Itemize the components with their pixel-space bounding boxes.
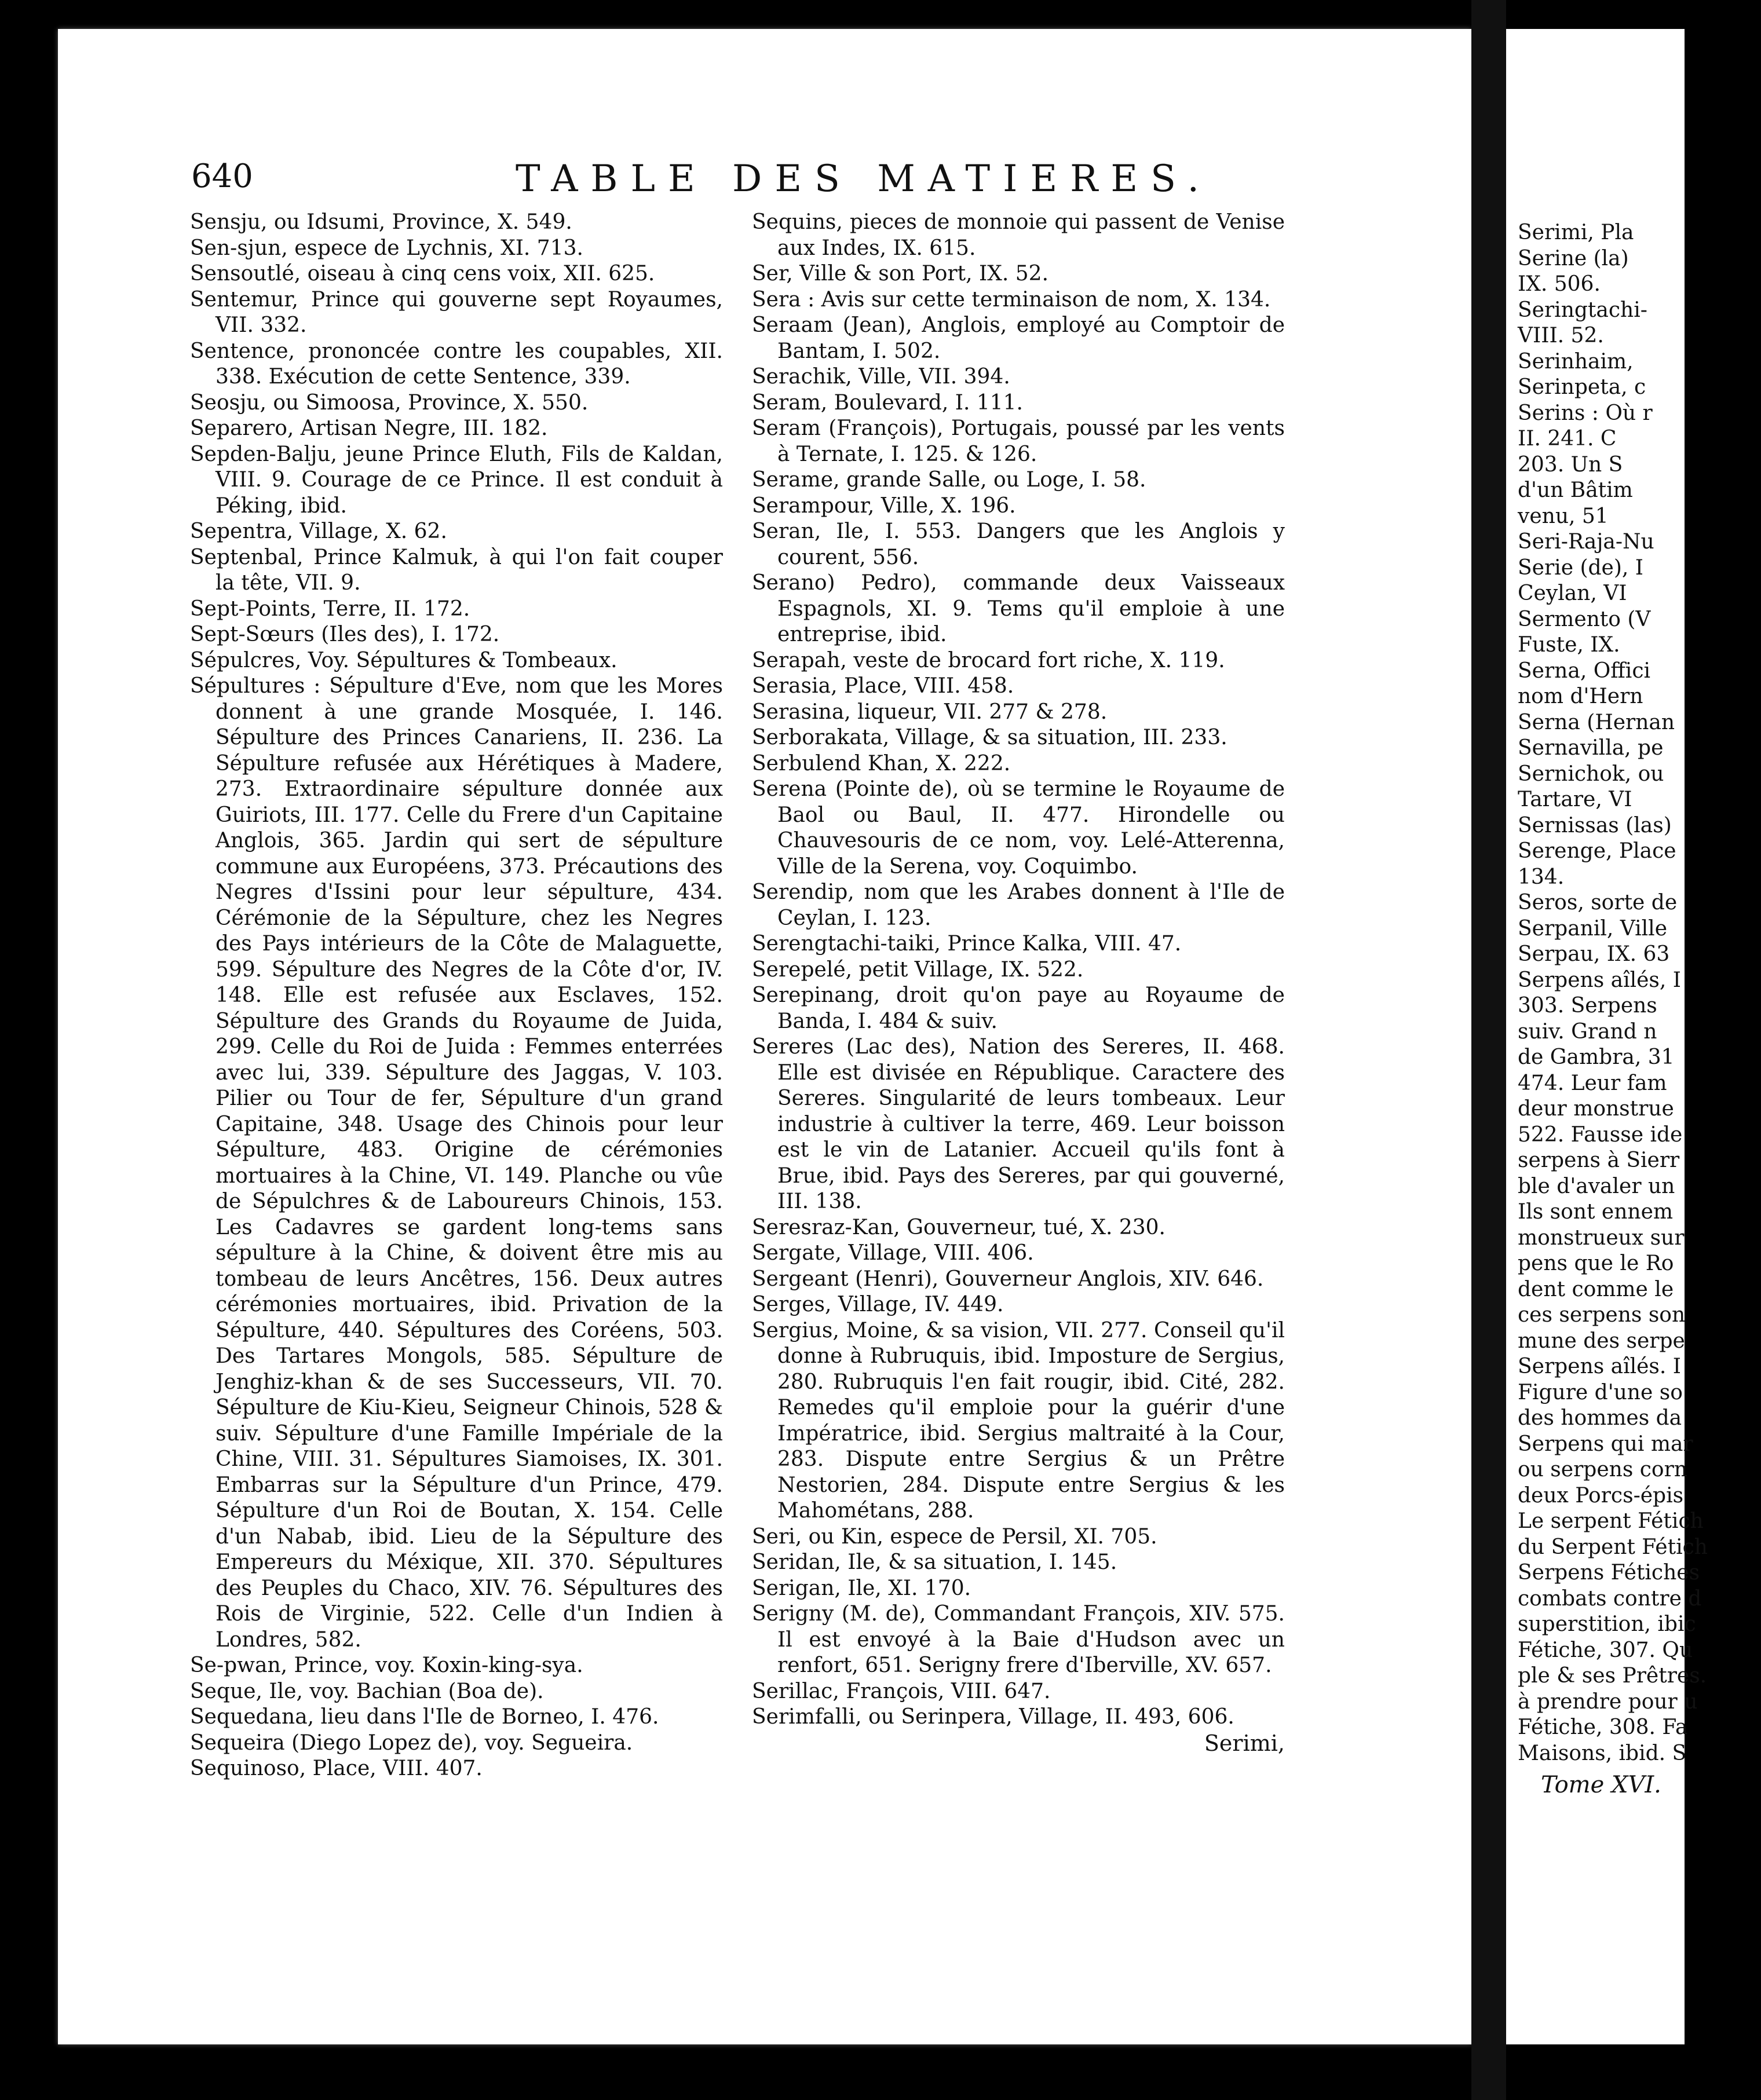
index-entry-fragment: venu, 51 bbox=[1518, 504, 1609, 528]
index-column-left bbox=[190, 210, 723, 1782]
index-entry-fragment: Serimi, Pla bbox=[1518, 221, 1634, 244]
index-entry: Seque, Ile, voy. Bachian (Boa de). bbox=[190, 1679, 544, 1703]
index-entry: Sergate, Village, VIII. 406. bbox=[752, 1241, 1034, 1265]
index-entry: Ser, Ville & son Port, IX. 52. bbox=[752, 262, 1049, 286]
index-entry-fragment: mune des serpe bbox=[1518, 1329, 1685, 1353]
index-entry: Seridan, Ile, & sa situation, I. 145. bbox=[752, 1550, 1117, 1574]
index-entry: Seran, Ile, I. 553. Dangers que les Anglois y courent, 556. bbox=[752, 519, 1285, 569]
index-entry-fragment: VIII. 52. bbox=[1518, 324, 1604, 347]
index-entry: Serame, grande Salle, ou Loge, I. 58. bbox=[752, 468, 1146, 492]
index-entry-fragment: deur monstrue bbox=[1518, 1097, 1674, 1121]
index-entry: Sereres (Lac des), Nation des Sereres, II. 468. Elle est divisée en République. Caractere des Sereres. Singularité de leurs tombeaux. Leur industrie à cultiver la terre, 469. Leur boisson est le vin de Latanier. Accueil qu'ils font à Brue, ibid. Pays des Sereres, par qui gouverné, III. 138. bbox=[752, 1035, 1285, 1213]
index-entry: Serachik, Ville, VII. 394. bbox=[752, 365, 1010, 389]
index-entry: Sensoutlé, oiseau à cinq cens voix, XII. 625. bbox=[190, 262, 655, 286]
index-entry: Sepentra, Village, X. 62. bbox=[190, 519, 447, 543]
page-title: TABLE DES MATIERES. bbox=[516, 158, 1212, 200]
index-entry-fragment: suiv. Grand n bbox=[1518, 1019, 1657, 1044]
index-entry-fragment: Serine (la) bbox=[1518, 246, 1629, 270]
index-entry-fragment: Fuste, IX. bbox=[1518, 633, 1620, 657]
index-entry-fragment: Serpens Fétiches bbox=[1518, 1561, 1700, 1585]
index-entry-fragment: 134. bbox=[1518, 865, 1565, 889]
index-entry-fragment: Serna, Offici bbox=[1518, 658, 1650, 683]
book-gutter bbox=[1471, 0, 1506, 2100]
index-entry: Sentence, prononcée contre les coupables, XII. 338. Exécution de cette Sentence, 339. bbox=[190, 339, 723, 389]
index-entry-fragment: ple & ses Prêtres. bbox=[1518, 1664, 1707, 1688]
index-entry: Serbulend Khan, X. 222. bbox=[752, 751, 1011, 775]
index-entry-fragment: à prendre pour u bbox=[1518, 1689, 1698, 1714]
index-entry-fragment: Serenge, Place bbox=[1518, 839, 1676, 863]
index-entry: Serasina, liqueur, VII. 277 & 278. bbox=[752, 700, 1108, 724]
index-entry-fragment: Serpens qui mar bbox=[1518, 1432, 1693, 1456]
index-entry: Seosju, ou Simoosa, Province, X. 550. bbox=[190, 390, 589, 415]
index-entry: Serigny (M. de), Commandant François, XIV. 575. Il est envoyé à la Baie d'Hudson avec un renfort, 651. Serigny frere d'Iberville, XV. 657. bbox=[752, 1602, 1285, 1677]
index-entry: Se-pwan, Prince, voy. Koxin-king-sya. bbox=[190, 1653, 583, 1677]
index-entry: Serillac, François, VIII. 647. bbox=[752, 1679, 1051, 1703]
index-entry-fragment: Sermento (V bbox=[1518, 607, 1651, 631]
index-entry-fragment: Serpanil, Ville bbox=[1518, 916, 1667, 941]
index-entry: Seresraz-Kan, Gouverneur, tué, X. 230. bbox=[752, 1215, 1166, 1239]
index-entry-fragment: superstition, ibic bbox=[1518, 1612, 1696, 1636]
index-entry-fragment: de Gambra, 31 bbox=[1518, 1045, 1675, 1069]
index-entry-fragment: ces serpens son bbox=[1518, 1303, 1686, 1327]
index-entry-fragment: Ils sont ennem bbox=[1518, 1200, 1674, 1224]
index-entry-fragment: 474. Leur fam bbox=[1518, 1071, 1667, 1095]
index-entry: Serepelé, petit Village, IX. 522. bbox=[752, 957, 1084, 982]
index-entry-fragment: Serie (de), I bbox=[1518, 555, 1643, 580]
catchword: Serimi, bbox=[1204, 1730, 1285, 1756]
index-entry: Sequedana, lieu dans l'Ile de Borneo, I. 476. bbox=[190, 1705, 659, 1729]
index-entry-fragment: Fétiche, 308. Fa bbox=[1518, 1715, 1688, 1739]
index-entry-fragment: Sernissas (las) bbox=[1518, 813, 1672, 837]
right-page bbox=[1506, 29, 1708, 2044]
index-entry: Serasia, Place, VIII. 458. bbox=[752, 674, 1014, 698]
index-entry: Serengtachi-taiki, Prince Kalka, VIII. 47. bbox=[752, 932, 1182, 956]
volume-footer: Tome XVI. bbox=[1541, 1772, 1661, 1798]
index-entry: Sépulcres, Voy. Sépultures & Tombeaux. bbox=[190, 648, 618, 672]
index-entry-fragment: Serna (Hernan bbox=[1518, 710, 1675, 734]
index-entry-fragment: pens que le Ro bbox=[1518, 1252, 1674, 1275]
index-entry: Sen-sjun, espece de Lychnis, XI. 713. bbox=[190, 236, 583, 260]
index-entry-fragment: combats contre d bbox=[1518, 1586, 1702, 1611]
index-entry: Seri, ou Kin, espece de Persil, XI. 705. bbox=[752, 1524, 1157, 1549]
index-entry: Serampour, Ville, X. 196. bbox=[752, 493, 1016, 518]
index-entry-fragment: IX. 506. bbox=[1518, 272, 1601, 296]
index-entry-fragment: Seros, sorte de bbox=[1518, 891, 1678, 914]
index-entry-fragment: d'un Bâtim bbox=[1518, 478, 1633, 502]
index-column-right bbox=[752, 210, 1285, 1756]
index-entry: Sept-Sœurs (Iles des), I. 172. bbox=[190, 623, 500, 646]
index-entry: Sequeira (Diego Lopez de), voy. Segueira. bbox=[190, 1731, 633, 1755]
index-entry: Serano) Pedro), commande deux Vaisseaux Espagnols, XI. 9. Tems qu'il emploie à une entreprise, ibid. bbox=[752, 571, 1285, 646]
index-entry-fragment: deux Porcs-épis bbox=[1518, 1483, 1684, 1508]
index-entry-fragment: Sernichok, ou bbox=[1518, 762, 1664, 786]
index-entry: Septenbal, Prince Kalmuk, à qui l'on fait couper la tête, VII. 9. bbox=[190, 545, 723, 595]
index-entry: Serendip, nom que les Arabes donnent à l'Ile de Ceylan, I. 123. bbox=[752, 880, 1285, 930]
index-entry: Sépultures : Sépulture d'Eve, nom que les Mores donnent à une grande Mosquée, I. 146. Sépulture des Princes Canariens, II. 236. La Sépulture refusée aux Hérétiques à Madere, 273. Extraordinaire sépulture donnée aux Guiriots, III. 177. Celle du Frere d'un Capitaine Anglois, 365. Jardin qui sert de sépulture commune aux Européens, 373. Précautions des Negres d'Issini pour leur sépulture, 434. Cérémonie de la Sépulture, chez les Negres des Pays intérieurs de la Côte de Malaguette, 599. Sépulture des Negres de la Côte d'or, IV. 148. Elle est refusée aux Esclaves, 152. Sépulture des Grands du Royaume de Juida, 299. Celle du Roi de Juida : Femmes enterrées avec lui, 339. Sépulture des Jaggas, V. 103. Pilier ou Tour de fer, Sépulture d'un grand Capitaine, 348. Usage des Chinois pour leur Sépulture, 483. Origine de cérémonies mortuaires à la Chine, VI. 149. Planche ou vûe de Sépulchres & de Laboureurs Chinois, 153. Les Cadavres se gardent long-tems sans sépulture à la Chine, & doivent être mis au tombeau de leurs Ancêtres, 156. Deux autres cérémonies mortuaires, ibid. Privation de la Sépulture, 440. Sépultures des Coréens, 503. Des Tartares Mongols, 585. Sépulture de Jenghiz-khan & de ses Successeurs, VII. 70. Sépulture de Kiu-Kieu, Seigneur Chinois, 528 & suiv. Sépulture d'une Famille Impériale de la Chine, VIII. 31. Sépultures Siamoises, IX. 301. Embarras sur la Sépulture d'un Prince, 479. Sépulture d'un Roi de Boutan, X. 154. Celle d'un Nabab, ibid. Lieu de la Sépulture des Empereurs du Méxique, XII. 370. Sépultures des Peuples du Chaco, XIV. 76. Sépultures des Rois de Virginie, 522. Celle d'un Indien à Londres, 582. bbox=[190, 674, 723, 1652]
index-entry-fragment: Sernavilla, pe bbox=[1518, 736, 1664, 760]
index-entry-fragment: du Serpent Fétich bbox=[1518, 1535, 1708, 1559]
index-entry-fragment: Fétiche, 307. Qu bbox=[1518, 1638, 1693, 1662]
index-entry: Sepden-Balju, jeune Prince Eluth, Fils de Kaldan, VIII. 9. Courage de ce Prince. Il est conduit à Péking, ibid. bbox=[190, 442, 723, 518]
index-entry-fragment: Serpens aîlés. I bbox=[1518, 1355, 1682, 1378]
index-entry: Serepinang, droit qu'on paye au Royaume de Banda, I. 484 & suiv. bbox=[752, 983, 1285, 1033]
index-entry: Separero, Artisan Negre, III. 182. bbox=[190, 416, 548, 440]
index-entry-fragment: Serinhaim, bbox=[1518, 349, 1634, 374]
index-entry: Sergius, Moine, & sa vision, VII. 277. Conseil qu'il donne à Rubruquis, ibid. Imposture de Sergius, 280. Rubruquis l'en fait rougir, ibid. Cité, 282. Remedes qu'il emploie pour la guérir d'une Impératrice, ibid. Sergius maltraité à la Cour, 283. Dispute entre Sergius & un Prêtre Nestorien, 284. Dispute entre Sergius & les Mahométans, 288. bbox=[752, 1318, 1285, 1523]
index-entry-fragment: ou serpens corn bbox=[1518, 1458, 1687, 1481]
index-entry: Serapah, veste de brocard fort riche, X. 119. bbox=[752, 648, 1225, 672]
index-entry: Serena (Pointe de), où se termine le Royaume de Baol ou Baul, II. 477. Hirondelle ou Chauvesouris de ce nom, voy. Lelé-Atterenna, Ville de la Serena, voy. Coquimbo. bbox=[752, 777, 1285, 879]
index-entry-fragment: 203. Un S bbox=[1518, 452, 1623, 477]
index-entry: Serigan, Ile, XI. 170. bbox=[752, 1576, 971, 1600]
index-entry: Sergeant (Henri), Gouverneur Anglois, XIV. 646. bbox=[752, 1267, 1264, 1291]
index-entry: Sequinoso, Place, VIII. 407. bbox=[190, 1757, 483, 1780]
right-page-column bbox=[1518, 220, 1761, 1798]
index-entry-fragment: ble d'avaler un bbox=[1518, 1174, 1675, 1198]
index-entry: Sentemur, Prince qui gouverne sept Royaumes, VII. 332. bbox=[190, 287, 723, 337]
index-entry: Seram, Boulevard, I. 111. bbox=[752, 390, 1023, 415]
index-entry-fragment: Ceylan, VI bbox=[1518, 581, 1627, 605]
index-entry-fragment: dent comme le bbox=[1518, 1277, 1674, 1301]
index-entry-fragment: 303. Serpens bbox=[1518, 994, 1657, 1018]
index-entry: Sequins, pieces de monnoie qui passent de Venise aux Indes, IX. 615. bbox=[752, 210, 1285, 260]
index-entry-fragment: Serinpeta, c bbox=[1518, 375, 1646, 399]
index-entry: Seraam (Jean), Anglois, employé au Comptoir de Bantam, I. 502. bbox=[752, 313, 1285, 363]
index-entry-fragment: serpens à Sierr bbox=[1518, 1148, 1680, 1172]
index-entry-fragment: monstrueux sur bbox=[1518, 1225, 1685, 1250]
index-entry-fragment: Seri-Raja-Nu bbox=[1518, 530, 1654, 554]
index-entry: Seram (François), Portugais, poussé par les vents à Ternate, I. 125. & 126. bbox=[752, 416, 1285, 466]
index-entry-fragment: II. 241. C bbox=[1518, 427, 1617, 451]
index-entry-fragment: 522. Fausse ide bbox=[1518, 1122, 1683, 1147]
running-header bbox=[191, 158, 1338, 204]
index-entry: Serges, Village, IV. 449. bbox=[752, 1293, 1004, 1316]
index-entry-fragment: Tartare, VI bbox=[1518, 788, 1632, 811]
index-entry-fragment: Serpau, IX. 63 bbox=[1518, 942, 1670, 966]
index-entry: Sept-Points, Terre, II. 172. bbox=[190, 597, 470, 621]
index-entry-fragment: Maisons, ibid. S bbox=[1518, 1741, 1687, 1765]
index-entry-fragment: Le serpent Fétich bbox=[1518, 1509, 1704, 1533]
index-entry-fragment: Serins : Où r bbox=[1518, 401, 1653, 425]
index-entry-fragment: Serpens aîlés, I bbox=[1518, 968, 1682, 992]
index-entry: Sensju, ou Idsumi, Province, X. 549. bbox=[190, 210, 572, 234]
index-entry-fragment: nom d'Hern bbox=[1518, 685, 1643, 708]
index-entry: Sera : Avis sur cette terminaison de nom, X. 134. bbox=[752, 287, 1271, 312]
index-entry: Serborakata, Village, & sa situation, III. 233. bbox=[752, 726, 1227, 749]
index-entry: Serimfalli, ou Serinpera, Village, II. 493, 606. bbox=[752, 1705, 1234, 1729]
index-entry-fragment: Figure d'une so bbox=[1518, 1380, 1683, 1404]
index-entry-fragment: des hommes da bbox=[1518, 1406, 1682, 1430]
page-number: 640 bbox=[191, 158, 253, 195]
index-entry-fragment: Seringtachi- bbox=[1518, 298, 1647, 322]
